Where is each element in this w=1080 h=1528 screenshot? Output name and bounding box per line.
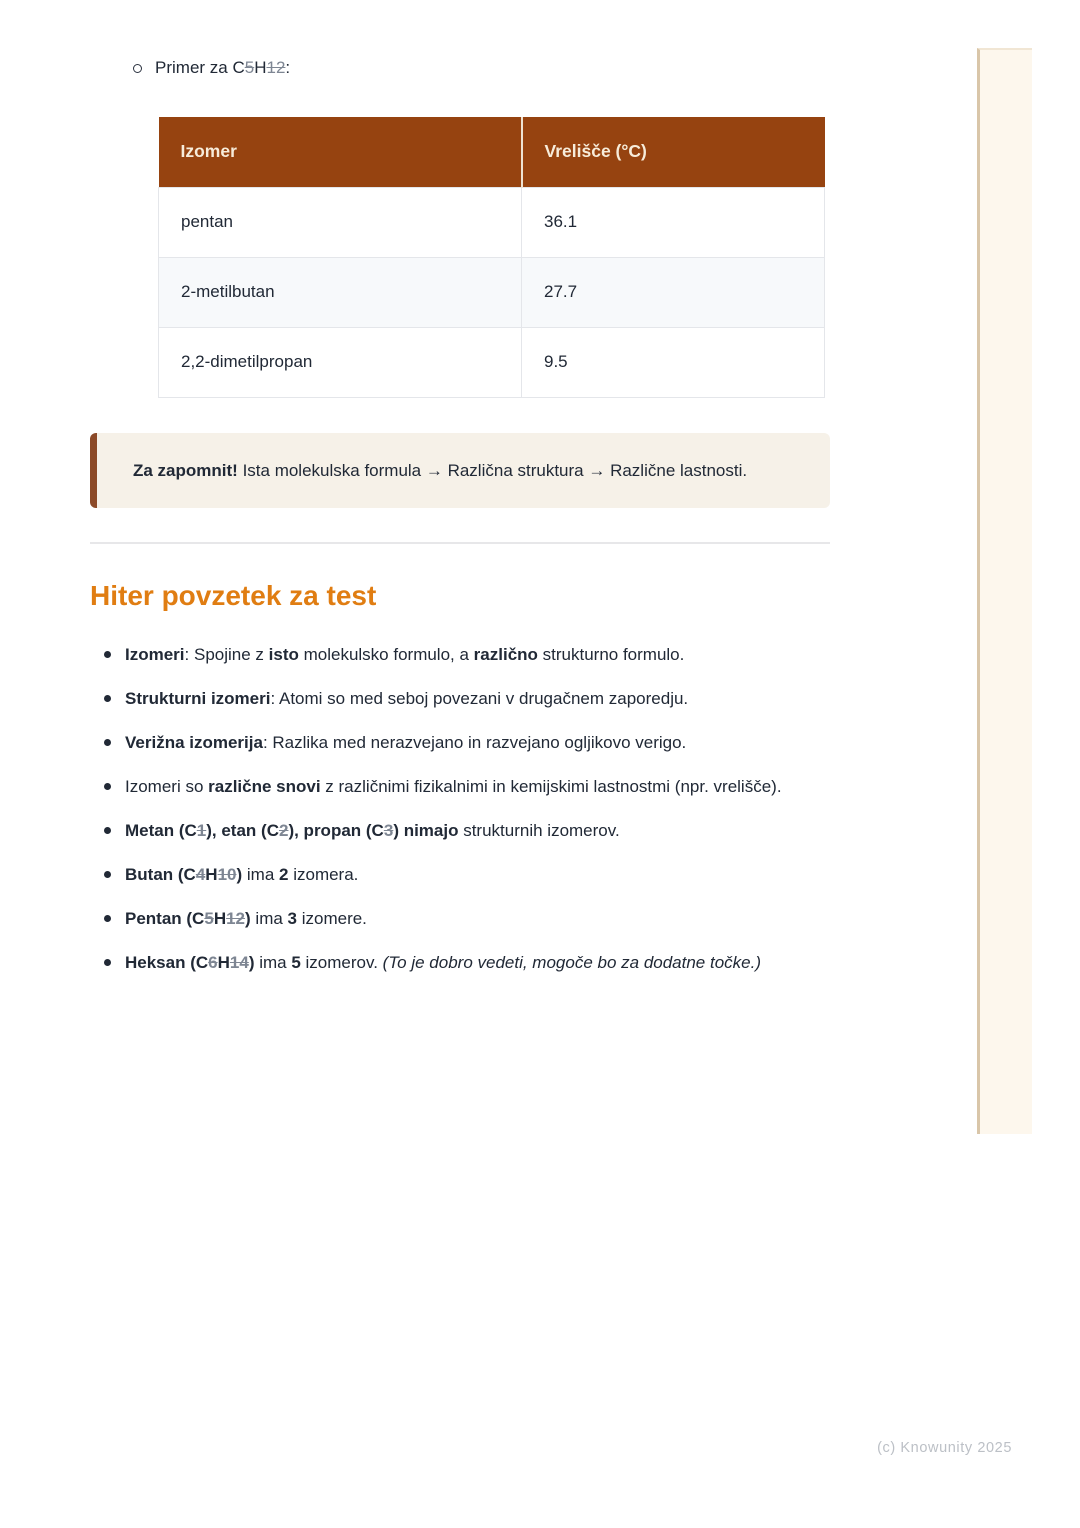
text-segment: 2 — [278, 820, 289, 840]
text-segment: Izomeri — [125, 644, 185, 664]
text-segment: molekulsko formulo, a — [298, 644, 474, 664]
section-heading: Hiter povzetek za test — [90, 579, 377, 611]
list-item-primer — [133, 56, 830, 80]
text-segment: 6 — [208, 952, 218, 972]
text-segment: Strukturni izomeri — [125, 688, 271, 708]
text-segment: 1 — [196, 820, 207, 840]
summary-list-item — [90, 638, 830, 671]
text-segment: ima — [254, 952, 292, 972]
page-edge-strip — [977, 48, 1032, 1134]
text-segment: (To je dobro vedeti, mogoče bo za dodatne točke.) — [382, 952, 762, 972]
table-header-vrelisce: Vrelišče (°C) — [522, 117, 825, 187]
table-cell: 2-metilbutan — [159, 257, 522, 327]
text-segment: ), etan (C — [206, 820, 279, 840]
text-segment: H — [217, 952, 230, 972]
text-segment: ), propan (C — [288, 820, 384, 840]
table-cell: 36.1 — [522, 187, 825, 257]
table-cell: 27.7 — [522, 257, 825, 327]
isomer-table-head — [159, 117, 825, 187]
text-segment: 14 — [229, 952, 249, 972]
callout-text — [133, 461, 747, 480]
text-segment: 12 — [226, 908, 246, 928]
text-segment: : Razlika med nerazvejano in razvejano ogljikovo verigo. — [262, 732, 687, 752]
text-segment: izomera. — [288, 864, 359, 884]
text-segment: : — [285, 58, 291, 77]
text-segment: Heksan (C — [125, 952, 209, 972]
summary-list-item — [90, 814, 830, 847]
text-segment: izomerov. — [300, 952, 383, 972]
text-segment: Verižna izomerija — [125, 732, 263, 752]
table-row — [159, 187, 825, 257]
text-segment: ) — [245, 908, 251, 928]
text-segment: z različnimi fizikalnimi in kemijskimi lastnostmi (npr. vrelišče). — [320, 776, 782, 796]
circle-bullet-marker — [133, 64, 142, 73]
table-row — [159, 257, 825, 327]
text-segment: H — [213, 908, 227, 928]
text-segment: H — [205, 864, 218, 884]
text-segment: Metan (C — [125, 820, 197, 840]
text-segment: strukturno formulo. — [537, 644, 685, 664]
callout-note — [90, 433, 830, 508]
summary-list-item — [90, 946, 830, 979]
text-segment: 4 — [195, 864, 206, 884]
isomer-table-body — [159, 187, 825, 397]
text-segment: Za zapomnit! — [133, 460, 238, 480]
text-segment: strukturnih izomerov. — [458, 820, 620, 840]
text-segment: izomere. — [297, 908, 367, 928]
text-segment: različno — [473, 644, 538, 664]
copyright-footer: (c) Knowunity 2025 — [877, 1440, 1012, 1456]
text-segment: 5 — [244, 58, 255, 77]
isomer-table — [158, 117, 825, 398]
text-segment: Pentan (C — [125, 908, 205, 928]
text-segment: : Atomi so med seboj povezani v drugačnem zaporedju. — [270, 688, 689, 708]
table-header-row — [159, 117, 825, 187]
summary-list-item — [90, 858, 830, 891]
text-segment: 10 — [217, 864, 237, 884]
table-header-izomer: Izomer — [159, 117, 522, 187]
text-segment: različne snovi — [208, 776, 321, 796]
text-segment: 2 — [279, 864, 289, 884]
summary-list-item — [90, 726, 830, 759]
text-segment: H — [254, 58, 267, 77]
summary-list — [90, 638, 830, 979]
table-row — [159, 327, 825, 397]
text-segment: ) — [248, 952, 255, 972]
summary-list-item — [90, 770, 830, 803]
text-segment: : Spojine z — [184, 644, 269, 664]
intro-text — [155, 56, 290, 80]
text-segment: ima — [250, 908, 288, 928]
text-segment: Primer za C — [155, 58, 245, 77]
table-cell: 2,2-dimetilpropan — [159, 327, 522, 397]
summary-list-item — [90, 682, 830, 715]
text-segment: ima — [242, 864, 280, 884]
text-segment: Butan (C — [125, 864, 196, 884]
summary-list-item — [90, 902, 830, 935]
text-segment: 5 — [204, 908, 214, 928]
text-segment: 5 — [291, 952, 301, 972]
text-segment: isto — [268, 644, 299, 664]
text-segment: 3 — [383, 820, 394, 840]
text-segment: ) — [236, 864, 243, 884]
text-segment: 12 — [266, 58, 286, 77]
text-segment: 3 — [287, 908, 297, 928]
text-segment: Ista molekulska formula → Različna struktura → Različne lastnosti. — [237, 460, 748, 480]
document-content — [90, 0, 830, 990]
text-segment: ) nimajo — [393, 820, 459, 840]
section-divider — [90, 542, 830, 544]
table-cell: 9.5 — [522, 327, 825, 397]
table-cell: pentan — [159, 187, 522, 257]
text-segment: Izomeri so — [125, 776, 209, 796]
